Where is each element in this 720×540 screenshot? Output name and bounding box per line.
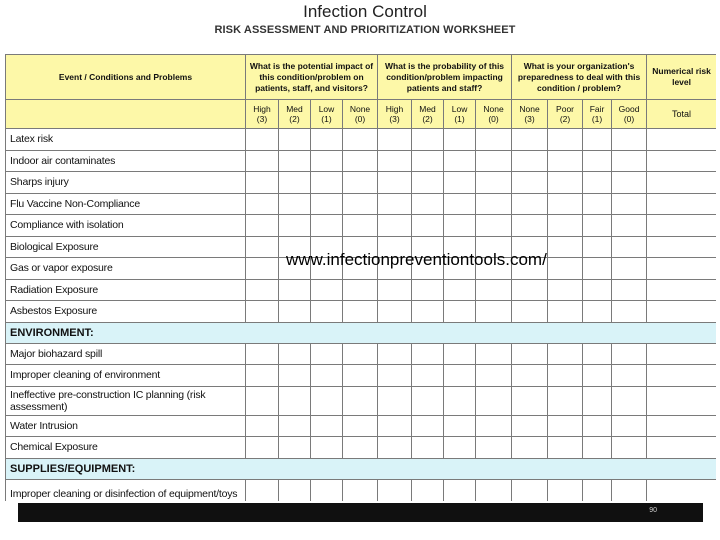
score-cell[interactable] <box>343 343 378 365</box>
score-cell[interactable] <box>343 193 378 215</box>
table-row <box>6 215 717 237</box>
score-cell[interactable] <box>612 193 647 215</box>
score-cell[interactable] <box>512 415 548 437</box>
score-cell[interactable] <box>378 193 412 215</box>
score-cell[interactable] <box>512 129 548 151</box>
score-cell[interactable] <box>246 150 279 172</box>
section-row <box>6 458 717 479</box>
table-row <box>6 279 717 301</box>
score-cell[interactable] <box>378 172 412 194</box>
score-cell[interactable] <box>279 279 311 301</box>
score-cell[interactable] <box>378 150 412 172</box>
subheader-level: Good <box>618 104 640 114</box>
subheader-level: Med <box>419 104 436 114</box>
score-cell[interactable] <box>512 365 548 387</box>
score-cell[interactable] <box>246 193 279 215</box>
score-cell[interactable] <box>548 236 583 258</box>
table-row <box>6 129 717 151</box>
score-cell[interactable] <box>378 437 412 459</box>
score-cell[interactable] <box>378 386 412 415</box>
score-cell[interactable] <box>548 343 583 365</box>
table-row <box>6 437 717 459</box>
score-cell[interactable] <box>412 365 444 387</box>
score-cell[interactable] <box>444 437 476 459</box>
condition-label: Compliance with isolation <box>6 215 246 237</box>
score-cell[interactable] <box>548 150 583 172</box>
score-cell[interactable] <box>311 386 343 415</box>
subheader-score: (2) <box>289 114 300 124</box>
score-cell[interactable] <box>583 365 612 387</box>
condition-label: Latex risk <box>6 129 246 151</box>
score-cell[interactable] <box>343 172 378 194</box>
total-cell[interactable] <box>647 150 716 172</box>
score-cell[interactable] <box>279 172 311 194</box>
score-cell[interactable] <box>378 215 412 237</box>
score-cell[interactable] <box>246 415 279 437</box>
score-cell[interactable] <box>246 172 279 194</box>
score-cell[interactable] <box>246 129 279 151</box>
subheader-level: High <box>253 104 271 114</box>
score-cell[interactable] <box>476 386 512 415</box>
score-cell[interactable] <box>444 129 476 151</box>
score-cell[interactable] <box>612 386 647 415</box>
table-row <box>6 193 717 215</box>
footer-bar <box>18 503 703 522</box>
total-cell[interactable] <box>647 437 716 459</box>
table-row <box>6 415 717 437</box>
score-cell[interactable] <box>444 301 476 323</box>
header-event: Event / Conditions and Problems <box>6 55 246 100</box>
score-cell[interactable] <box>412 129 444 151</box>
total-cell[interactable] <box>647 343 716 365</box>
score-cell[interactable] <box>412 301 444 323</box>
score-cell[interactable] <box>476 215 512 237</box>
table-row <box>6 343 717 365</box>
score-cell[interactable] <box>279 150 311 172</box>
score-cell[interactable] <box>476 279 512 301</box>
total-cell[interactable] <box>647 386 716 415</box>
subheader-probability-med <box>412 100 444 129</box>
score-cell[interactable] <box>412 437 444 459</box>
score-cell[interactable] <box>612 258 647 280</box>
score-cell[interactable] <box>548 279 583 301</box>
subheader-score: (1) <box>321 114 332 124</box>
score-cell[interactable] <box>512 386 548 415</box>
score-cell[interactable] <box>476 479 512 501</box>
score-cell[interactable] <box>548 172 583 194</box>
subheader-impact-high <box>246 100 279 129</box>
score-cell[interactable] <box>612 437 647 459</box>
subheader-total: Total <box>647 100 716 129</box>
total-cell[interactable] <box>647 236 716 258</box>
score-cell[interactable] <box>476 437 512 459</box>
page-number: 90 <box>649 507 657 514</box>
subheader-level: None <box>519 104 540 114</box>
score-cell[interactable] <box>279 479 311 501</box>
subheader-score: (3) <box>389 114 400 124</box>
score-cell[interactable] <box>548 129 583 151</box>
score-cell[interactable] <box>311 437 343 459</box>
score-cell[interactable] <box>583 129 612 151</box>
score-cell[interactable] <box>279 365 311 387</box>
subheader-impact-low <box>311 100 343 129</box>
score-cell[interactable] <box>583 301 612 323</box>
score-cell[interactable] <box>444 279 476 301</box>
score-cell[interactable] <box>548 258 583 280</box>
subheader-level: Poor <box>556 104 575 114</box>
score-cell[interactable] <box>412 150 444 172</box>
score-cell[interactable] <box>343 415 378 437</box>
subheader-score: (0) <box>623 114 635 124</box>
score-cell[interactable] <box>343 437 378 459</box>
score-cell[interactable] <box>612 215 647 237</box>
subheader-blank <box>6 100 246 129</box>
score-cell[interactable] <box>311 343 343 365</box>
score-cell[interactable] <box>311 479 343 501</box>
section-row <box>6 322 717 343</box>
score-cell[interactable] <box>412 172 444 194</box>
score-cell[interactable] <box>476 150 512 172</box>
condition-label: Biological Exposure <box>6 236 246 258</box>
risk-worksheet <box>5 54 716 501</box>
subheader-score: (1) <box>454 114 465 124</box>
score-cell[interactable] <box>612 129 647 151</box>
score-cell[interactable] <box>311 129 343 151</box>
score-cell[interactable] <box>548 215 583 237</box>
score-cell[interactable] <box>343 301 378 323</box>
score-cell[interactable] <box>476 172 512 194</box>
subheader-level: Low <box>451 104 468 114</box>
subheader-score: (3) <box>256 114 268 124</box>
condition-label: Major biohazard spill <box>6 343 246 365</box>
score-cell[interactable] <box>612 172 647 194</box>
condition-label: Asbestos Exposure <box>6 301 246 323</box>
score-cell[interactable] <box>512 437 548 459</box>
score-cell[interactable] <box>246 236 279 258</box>
score-cell[interactable] <box>378 343 412 365</box>
score-cell[interactable] <box>246 258 279 280</box>
score-cell[interactable] <box>476 415 512 437</box>
total-cell[interactable] <box>647 129 716 151</box>
score-cell[interactable] <box>279 301 311 323</box>
table-row <box>6 172 717 194</box>
table-row <box>6 365 717 387</box>
score-cell[interactable] <box>583 236 612 258</box>
header-impact: What is the potential impact of this condition/problem on patients, staff, and visitors? <box>246 55 378 100</box>
score-cell[interactable] <box>548 386 583 415</box>
score-cell[interactable] <box>444 343 476 365</box>
section-heading: SUPPLIES/EQUIPMENT: <box>6 458 717 479</box>
score-cell[interactable] <box>476 193 512 215</box>
score-cell[interactable] <box>512 279 548 301</box>
header-probability: What is the probability of this condition/problem impacting patients and staff? <box>378 55 512 100</box>
condition-label: Sharps injury <box>6 172 246 194</box>
condition-label: Gas or vapor exposure <box>6 258 246 280</box>
total-cell[interactable] <box>647 215 716 237</box>
table-row <box>6 301 717 323</box>
score-cell[interactable] <box>279 129 311 151</box>
score-cell[interactable] <box>583 150 612 172</box>
total-cell[interactable] <box>647 172 716 194</box>
score-cell[interactable] <box>612 236 647 258</box>
score-cell[interactable] <box>444 479 476 501</box>
score-cell[interactable] <box>612 343 647 365</box>
table-row <box>6 386 717 415</box>
score-cell[interactable] <box>378 301 412 323</box>
risk-table <box>5 54 716 501</box>
score-cell[interactable] <box>378 129 412 151</box>
score-cell[interactable] <box>444 193 476 215</box>
section-heading: ENVIRONMENT: <box>6 322 717 343</box>
score-cell[interactable] <box>378 415 412 437</box>
subheader-level: Med <box>286 104 303 114</box>
score-cell[interactable] <box>412 215 444 237</box>
condition-label: Water Intrusion <box>6 415 246 437</box>
score-cell[interactable] <box>512 343 548 365</box>
score-cell[interactable] <box>412 479 444 501</box>
subheader-probability-high <box>378 100 412 129</box>
score-cell[interactable] <box>246 386 279 415</box>
total-cell[interactable] <box>647 365 716 387</box>
subheader-score: (2) <box>422 114 433 124</box>
subheader-impact-none <box>343 100 378 129</box>
score-cell[interactable] <box>476 343 512 365</box>
header-preparedness: What is your organization's preparedness to deal with this condition / problem? <box>512 55 647 100</box>
subheader-row <box>6 100 717 129</box>
worksheet-subtitle: RISK ASSESSMENT AND PRIORITIZATION WORKSHEET <box>214 24 516 36</box>
subheader-level: High <box>385 104 404 114</box>
score-cell[interactable] <box>476 301 512 323</box>
score-cell[interactable] <box>444 150 476 172</box>
score-cell[interactable] <box>512 215 548 237</box>
score-cell[interactable] <box>444 386 476 415</box>
subheader-level: None <box>349 104 371 114</box>
score-cell[interactable] <box>246 301 279 323</box>
score-cell[interactable] <box>343 150 378 172</box>
score-cell[interactable] <box>378 365 412 387</box>
score-cell[interactable] <box>412 415 444 437</box>
score-cell[interactable] <box>311 415 343 437</box>
score-cell[interactable] <box>583 193 612 215</box>
total-cell[interactable] <box>647 479 716 501</box>
score-cell[interactable] <box>311 150 343 172</box>
subheader-score: (1) <box>591 114 603 124</box>
score-cell[interactable] <box>246 437 279 459</box>
score-cell[interactable] <box>444 215 476 237</box>
score-cell[interactable] <box>343 365 378 387</box>
score-cell[interactable] <box>412 279 444 301</box>
total-cell[interactable] <box>647 301 716 323</box>
score-cell[interactable] <box>279 193 311 215</box>
subheader-impact-med <box>279 100 311 129</box>
score-cell[interactable] <box>412 343 444 365</box>
subheader-score: (0) <box>488 114 499 124</box>
subheader-level: Fair <box>589 104 605 114</box>
score-cell[interactable] <box>583 386 612 415</box>
condition-label: Ineffective pre-construction IC planning (risk assessment) <box>6 386 246 415</box>
subheader-score: (0) <box>354 114 366 124</box>
score-cell[interactable] <box>279 343 311 365</box>
condition-label: Radiation Exposure <box>6 279 246 301</box>
score-cell[interactable] <box>583 258 612 280</box>
score-cell[interactable] <box>548 301 583 323</box>
score-cell[interactable] <box>612 279 647 301</box>
score-cell[interactable] <box>612 365 647 387</box>
subheader-score: (2) <box>559 114 571 124</box>
total-cell[interactable] <box>647 258 716 280</box>
score-cell[interactable] <box>548 437 583 459</box>
score-cell[interactable] <box>311 215 343 237</box>
header-numerical-risk: Numerical risk level <box>647 55 716 100</box>
condition-label: Flu Vaccine Non-Compliance <box>6 193 246 215</box>
score-cell[interactable] <box>311 301 343 323</box>
score-cell[interactable] <box>583 172 612 194</box>
score-cell[interactable] <box>343 386 378 415</box>
score-cell[interactable] <box>279 215 311 237</box>
score-cell[interactable] <box>512 479 548 501</box>
score-cell[interactable] <box>246 215 279 237</box>
score-cell[interactable] <box>444 172 476 194</box>
total-cell[interactable] <box>647 415 716 437</box>
score-cell[interactable] <box>343 129 378 151</box>
watermark-url: www.infectionpreventiontools.com/ <box>286 250 547 269</box>
score-cell[interactable] <box>444 365 476 387</box>
score-cell[interactable] <box>512 193 548 215</box>
score-cell[interactable] <box>343 279 378 301</box>
score-cell[interactable] <box>444 415 476 437</box>
score-cell[interactable] <box>512 301 548 323</box>
score-cell[interactable] <box>612 479 647 501</box>
subheader-probability-none <box>476 100 512 129</box>
score-cell[interactable] <box>378 279 412 301</box>
score-cell[interactable] <box>279 437 311 459</box>
score-cell[interactable] <box>246 365 279 387</box>
score-cell[interactable] <box>583 343 612 365</box>
document-title: Infection Control <box>303 2 427 21</box>
score-cell[interactable] <box>279 415 311 437</box>
score-cell[interactable] <box>548 193 583 215</box>
score-cell[interactable] <box>512 172 548 194</box>
score-cell[interactable] <box>343 479 378 501</box>
subheader-preparedness-poor <box>548 100 583 129</box>
subheader-preparedness-good <box>612 100 647 129</box>
total-cell[interactable] <box>647 279 716 301</box>
score-cell[interactable] <box>412 193 444 215</box>
score-cell[interactable] <box>311 172 343 194</box>
subheader-level: Low <box>318 104 335 114</box>
score-cell[interactable] <box>476 129 512 151</box>
condition-label: Chemical Exposure <box>6 437 246 459</box>
subheader-preparedness-fair <box>583 100 612 129</box>
score-cell[interactable] <box>583 479 612 501</box>
score-cell[interactable] <box>612 301 647 323</box>
score-cell[interactable] <box>512 150 548 172</box>
header-row <box>6 55 717 100</box>
score-cell[interactable] <box>412 386 444 415</box>
score-cell[interactable] <box>279 386 311 415</box>
condition-label: Improper cleaning or disinfection of equipment/toys <box>6 479 246 501</box>
score-cell[interactable] <box>343 215 378 237</box>
score-cell[interactable] <box>548 415 583 437</box>
subheader-probability-low <box>444 100 476 129</box>
score-cell[interactable] <box>246 479 279 501</box>
subheader-preparedness-none <box>512 100 548 129</box>
table-row <box>6 479 717 501</box>
score-cell[interactable] <box>246 343 279 365</box>
score-cell[interactable] <box>612 150 647 172</box>
score-cell[interactable] <box>311 193 343 215</box>
score-cell[interactable] <box>583 279 612 301</box>
total-cell[interactable] <box>647 193 716 215</box>
condition-label: Indoor air contaminates <box>6 150 246 172</box>
score-cell[interactable] <box>311 279 343 301</box>
table-row <box>6 150 717 172</box>
score-cell[interactable] <box>612 415 647 437</box>
score-cell[interactable] <box>476 365 512 387</box>
score-cell[interactable] <box>548 365 583 387</box>
subheader-level: None <box>483 104 504 114</box>
score-cell[interactable] <box>583 415 612 437</box>
subheader-score: (3) <box>524 114 535 124</box>
score-cell[interactable] <box>246 279 279 301</box>
score-cell[interactable] <box>378 479 412 501</box>
condition-label: Improper cleaning of environment <box>6 365 246 387</box>
score-cell[interactable] <box>311 365 343 387</box>
score-cell[interactable] <box>583 437 612 459</box>
score-cell[interactable] <box>548 479 583 501</box>
score-cell[interactable] <box>583 215 612 237</box>
